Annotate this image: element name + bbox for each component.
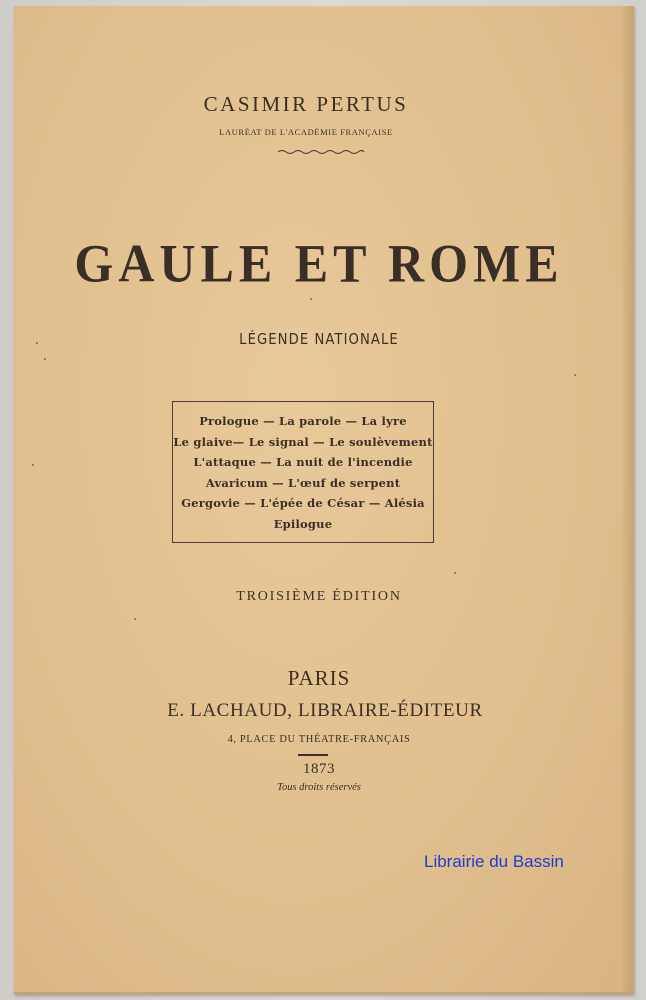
edition-label: TROISIÈME ÉDITION (236, 589, 402, 604)
contents-line: Gergovie — L'épée de César — Alésia (181, 496, 425, 511)
publication-city: PARIS (287, 666, 351, 690)
wavy-ornament (276, 148, 366, 156)
paper-speck (32, 464, 34, 466)
year-rule-divider (298, 754, 328, 756)
rights-notice: Tous droits réservés (277, 782, 361, 793)
paper-speck (134, 618, 136, 620)
contents-line: Epilogue (273, 516, 333, 531)
paper-speck (454, 572, 456, 574)
book-title: GAULE ET ROME (74, 232, 564, 294)
paper-speck (36, 342, 38, 344)
bookshop-watermark: Librairie du Bassin (424, 852, 564, 871)
publication-year: 1873 (303, 761, 335, 777)
author-name: CASIMIR PERTUS (203, 92, 409, 116)
publisher-address: 4, PLACE DU THÉATRE-FRANÇAIS (227, 734, 411, 745)
paper-speck (310, 298, 312, 300)
contents-line: Avaricum — L'œuf de serpent (205, 475, 401, 490)
contents-line: L'attaque — La nuit de l'incendie (193, 455, 413, 470)
paper-speck (574, 374, 576, 376)
contents-line: Le glaive— Le signal — Le soulèvement (173, 434, 433, 449)
contents-box (172, 401, 434, 543)
paper-speck (44, 358, 46, 360)
publisher-name: E. LACHAUD, LIBRAIRE-ÉDITEUR (167, 700, 483, 721)
cover-edge-wear (620, 6, 632, 992)
book-cover (14, 6, 634, 994)
book-subtitle: LÉGENDE NATIONALE (239, 330, 399, 348)
contents-line: Prologue — La parole — La lyre (199, 414, 407, 428)
author-distinction: LAURÉAT DE L'ACADÉMIE FRANÇAISE (219, 127, 393, 137)
